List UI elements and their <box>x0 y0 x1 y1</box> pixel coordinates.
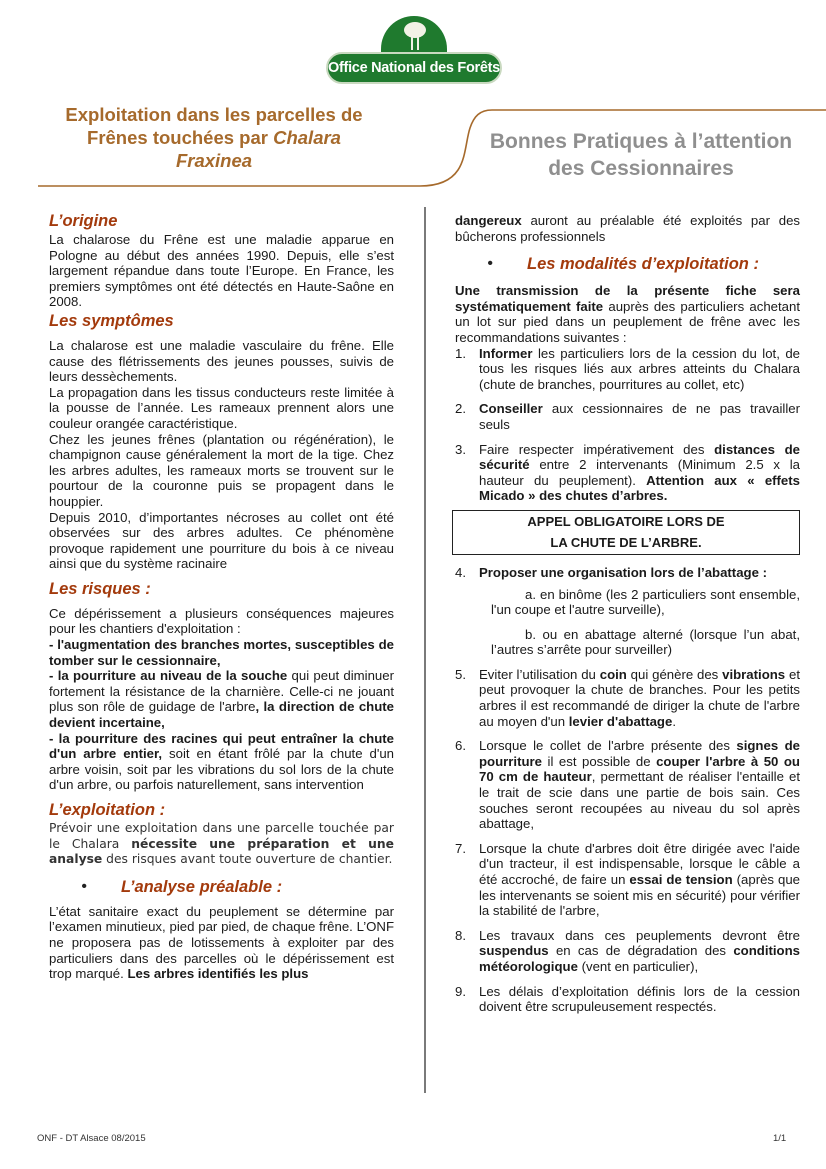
continuation-body: auront au préalable été exploités par des bûcherons professionnels <box>455 213 800 244</box>
list-item <box>455 346 800 393</box>
title-line-2 <box>44 126 384 149</box>
risque-item-2-text: qui peut diminuer fortement la résistance de la charnière. Celle-ci ne jouant plus son rôle de guidage de l'arbre <box>49 668 394 715</box>
recommendations-list-continued <box>455 565 800 581</box>
callout-line-2: LA CHUTE DE L’ARBRE. <box>550 534 702 550</box>
list-item-mid: qui génère des <box>626 666 723 682</box>
list-item-bold: essai de tension <box>629 872 733 887</box>
list-item-pre: Les travaux dans ces peuplements devront être <box>479 927 800 943</box>
subtitle-line-2: des Cessionnaires <box>548 157 734 180</box>
symptomes-paragraph: Chez les jeunes frênes (plantation ou régénération), le champignon cause généralement la mort de la tige. Chez les arbres adultes, les rameaux morts se trouvent sur le pourtour de la couronne puis se propagent dans le houppier. <box>49 431 394 509</box>
document-title <box>44 103 384 172</box>
list-item-text <box>479 928 800 975</box>
list-item <box>455 667 800 729</box>
recommendations-list <box>455 346 800 504</box>
analyse-text-body: L’état sanitaire exact du peuplement se détermine par l’examen minutieux, pied par pied, de chaque frêne. L’ONF ne proposera pas de lotissements à exploiter par des particuliers dans des parcelles où le dépérissement est trop marqué. <box>49 903 394 982</box>
list-item-body: (vent en particulier), <box>577 958 699 974</box>
list-item <box>455 928 800 975</box>
list-item-bold-2: Attention aux « effets Micado » des chutes d’arbres. <box>479 472 800 504</box>
risque-item-2 <box>49 668 394 730</box>
bullet-icon: • <box>81 877 87 895</box>
list-item-pre: Faire respecter impérativement des <box>479 441 715 457</box>
bullet-icon: • <box>487 255 493 273</box>
sub-item-a <box>491 587 800 618</box>
list-item-text <box>479 841 800 919</box>
risques-intro: Ce dépérissement a plusieurs conséquences majeures pour les chantiers d'exploitation : <box>49 605 394 637</box>
list-item-body: et peut provoquer la chute de branches. Pour les petits arbres il est recommandé de diriger la chute de l'arbre au moyen d'un <box>479 666 800 729</box>
list-item-bold-3: levier d'abattage <box>568 713 673 729</box>
risque-item-2-bold: - la pourriture au niveau de la souche <box>49 668 288 684</box>
sub-item-b <box>491 627 800 658</box>
list-item <box>455 841 800 919</box>
list-item-body: (après que les intervenants se soient mis en sécurité) pour vérifier la stabilité de l'arbre, <box>479 872 800 919</box>
column-divider <box>424 207 426 1093</box>
mandatory-call-callout <box>452 510 800 555</box>
heading-origine: L’origine <box>49 212 118 230</box>
analyse-heading-row <box>49 876 394 898</box>
risque-item-1-bold: - l'augmentation des branches mortes, susceptibles de tomber sur le cessionnaire, <box>49 637 394 668</box>
footer-source: ONF - DT Alsace 08/2015 <box>37 1133 146 1144</box>
list-item-bold-2: couper l'arbre à 50 ou 70 cm de hauteur <box>479 753 800 785</box>
exploitation-text-bold: nécessite une préparation et une analyse <box>49 836 394 867</box>
list-item-body: , permettant de réaliser l'entaille et le trait de scie dans une partie de bois sain. Ces souches seront recoupées au niveau du sol après abattage, <box>479 769 801 832</box>
list-item <box>455 984 800 1015</box>
list-item <box>455 401 800 432</box>
list-item-bold-2: vibrations <box>722 666 786 682</box>
list-item-mid: il est possible de <box>542 753 657 769</box>
title-line-3 <box>44 149 384 172</box>
subtitle-line-1: Bonnes Pratiques à l’attention <box>489 130 793 153</box>
risque-item-3 <box>49 731 394 793</box>
risque-item-1 <box>49 637 394 668</box>
risque-item-3-bold: - la pourriture des racines qui peut entraîner la chute d'un arbre entier, <box>49 730 394 762</box>
modalites-intro-text: auprès des particuliers achetant un lot sur pied dans un peuplement de frêne avec les recommandations suivantes : <box>455 298 800 345</box>
exploitation-text <box>49 821 394 868</box>
logo-text: Office National des Forêts <box>326 52 502 84</box>
list-item-text <box>479 442 800 504</box>
list-item-bold-2: conditions météorologique <box>479 943 800 974</box>
list-item-mid: en cas de dégradation des <box>548 943 734 959</box>
title-italic-chalara: Chalara <box>273 127 341 148</box>
left-column <box>49 210 394 982</box>
list-item-bold: Conseiller <box>479 401 543 417</box>
list-number: 4. <box>455 564 466 580</box>
document-subtitle <box>476 128 806 182</box>
list-item-text <box>479 346 800 393</box>
list-item-bold: Proposer une organisation lors de l’abattage : <box>479 564 767 580</box>
list-item-text: Les délais d’exploitation définis lors de la cession doivent être scrupuleusement respectés. <box>479 983 800 1015</box>
heading-exploitation: L’exploitation : <box>49 801 166 819</box>
symptomes-paragraph: La chalarose est une maladie vasculaire du frêne. Elle cause des flétrissements des jeunes pousses, suivis de leurs dessèchements. <box>49 337 394 385</box>
page-number: 1/1 <box>773 1133 787 1144</box>
list-item-bold: signes de pourriture <box>479 738 800 769</box>
list-item-pre: Lorsque la chute d'arbres doit être dirigée avec l'aide d'un tracteur, il est indispensable, lorsque le câble a été accroché, de faire un <box>479 840 800 887</box>
list-item-bold: coin <box>599 666 627 682</box>
callout-line-1: APPEL OBLIGATOIRE LORS DE <box>527 513 725 529</box>
list-number: 2. <box>455 401 466 417</box>
risque-item-3-text: soit en étant frôlé par la chute d'un arbre voisin, soit par les vibrations du sol lors de la chute d'un arbre, ou parfois naturellement, sans intervention <box>49 746 395 793</box>
modalites-intro <box>455 283 800 345</box>
list-number: 6. <box>455 738 466 754</box>
list-item-body: entre 2 intervenants (Minimum 2.5 x la hauteur du peuplement). <box>479 457 800 488</box>
symptomes-paragraph: La propagation dans les tissus conducteurs reste limitée à la pousse de l’année. Les rameaux prennent alors une couleur orangée caractéristique. <box>49 384 394 431</box>
list-item <box>455 738 800 832</box>
list-item-text <box>479 738 800 832</box>
list-number: 7. <box>455 840 466 856</box>
risque-item-2-bold-end: , la direction de chute devient incertaine, <box>49 699 394 731</box>
list-item <box>455 442 800 504</box>
modalites-intro-bold: Une transmission de la présente fiche sera systématiquement faite <box>455 283 800 314</box>
exploitation-text-pre: Prévoir une exploitation dans une parcelle touchée par le Chalara <box>49 821 394 851</box>
recommendations-list-final <box>455 667 800 1015</box>
risques-body <box>49 606 394 793</box>
title-line-1: Exploitation dans les parcelles de <box>65 104 363 125</box>
list-number: 3. <box>455 441 466 457</box>
list-item-end: . <box>672 713 676 729</box>
modalites-heading-row <box>455 253 800 275</box>
list-item-pre: Lorsque le collet de l'arbre présente des <box>479 738 737 754</box>
list-item-text <box>479 565 800 581</box>
sub-item-a-text: a. en binôme (les 2 particuliers sont ensemble, l'un coupe et l'autre surveille), <box>491 586 800 618</box>
heading-symptomes: Les symptômes <box>49 311 174 330</box>
list-item <box>455 565 800 581</box>
continuation-bold: dangereux <box>455 213 522 228</box>
title-line-2-text: Frênes touchées par <box>87 127 274 148</box>
list-number: 8. <box>455 927 466 943</box>
list-item-body: aux cessionnaires de ne pas travailler seuls <box>479 401 800 432</box>
list-item-bold: suspendus <box>479 943 549 959</box>
exploitation-text-post: des risques avant toute ouverture de chantier. <box>102 852 393 867</box>
heading-risques: Les risques : <box>49 579 151 598</box>
list-item-text <box>479 401 800 432</box>
right-column <box>455 213 800 1024</box>
list-item-bold: Informer <box>479 345 533 361</box>
list-item-bold: distances de sécurité <box>479 441 800 473</box>
heading-analyse: L’analyse préalable : <box>121 877 283 896</box>
origine-text: La chalarose du Frêne est une maladie apparue en Pologne au début des années 1990. Depuis, elle s’est largement répandue dans toute l’Europe. En France, les premiers symptômes ont été détectés en Haute-Saône en 2008. <box>49 232 394 310</box>
title-italic-fraxinea: Fraxinea <box>175 150 253 171</box>
continuation-text <box>455 213 800 244</box>
list-item-body: les particuliers lors de la cession du lot, de tous les risques liés aux arbres atteints du Chalara (chute de branches, pourritures au collet, etc) <box>479 345 800 392</box>
heading-modalites: Les modalités d’exploitation : <box>527 255 759 274</box>
list-number: 1. <box>455 345 466 361</box>
sub-item-b-text: b. ou en abattage alterné (lorsque l’un abat, l’autres s’arrête pour surveiller) <box>491 626 800 658</box>
analyse-text-bold: Les arbres identifiés les plus <box>127 966 309 982</box>
list-item-text <box>479 667 800 729</box>
symptomes-paragraph: Depuis 2010, d’importantes nécroses au collet ont été observées sur des arbres adultes. Ce phénomène provoque rapidement une pourriture du bois à ce niveau ainsi que du système racinaire <box>49 509 394 572</box>
list-number: 9. <box>455 983 466 999</box>
list-number: 5. <box>455 666 466 682</box>
analyse-text <box>49 904 394 982</box>
symptomes-body <box>49 338 394 572</box>
list-item-pre: Eviter l’utilisation du <box>479 666 600 682</box>
